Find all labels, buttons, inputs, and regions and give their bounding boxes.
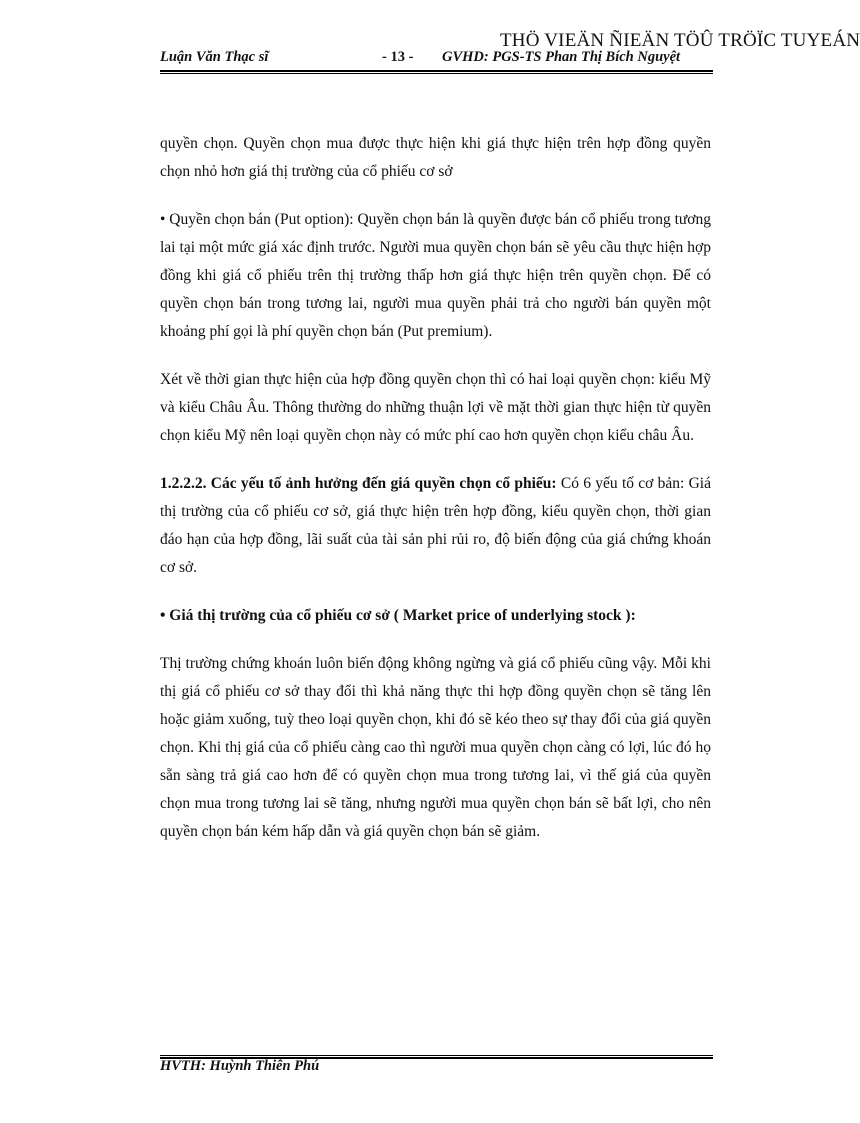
thesis-label: Luận Văn Thạc sĩ: [160, 49, 269, 65]
bullet-heading: • Giá thị trường của cổ phiếu cơ sở ( Market price of underlying stock ):: [160, 607, 636, 624]
section-text: Có 6 yếu tố cơ bản: Giá thị trường của cổ phiếu cơ sở, giá thực hiện trên hợp đồng, kiểu quyền chọn, thời gian đáo hạn của hợp đồng, lãi suất của tài sản phi rủi ro, độ biến động của giá chứng khoán cơ sở.: [160, 475, 711, 576]
header-rule: [160, 70, 713, 74]
page-footer: HVTH: Huỳnh Thiên Phú: [160, 1058, 320, 1074]
section-paragraph: [160, 470, 711, 582]
library-watermark: THÖ VIEÄN ÑIEÄN TÖÛ TRÖÏC TUYEÁN: [500, 30, 860, 51]
page-header: [160, 49, 713, 71]
section-heading: 1.2.2.2. Các yếu tố ảnh hưởng đến giá quyền chọn cổ phiếu:: [160, 475, 557, 492]
paragraph: Xét về thời gian thực hiện của hợp đồng quyền chọn thì có hai loại quyền chọn: kiểu Mỹ và kiểu Châu Âu. Thông thường do những thuận lợi về mặt thời gian thực hiện từ quyền chọn kiểu Mỹ nên loại quyền chọn này có mức phí cao hơn quyền chọn kiểu châu Âu.: [160, 371, 711, 444]
paragraph: Thị trường chứng khoán luôn biến động không ngừng và giá cổ phiếu cũng vậy. Mỗi khi thị giá cổ phiếu cơ sở thay đổi thì khả năng thực thi hợp đồng quyền chọn sẽ tăng lên hoặc giảm xuống, tuỳ theo loại quyền chọn, khi đó sẽ kéo theo sự thay đổi của giá quyền chọn. Khi thị giá của cổ phiếu càng cao thì người mua quyền chọn càng có lợi, lúc đó họ sẵn sàng trả giá cao hơn để có quyền chọn mua trong tương lai, vì thế giá của quyền chọn mua trong tương lai sẽ tăng, nhưng người mua quyền chọn bán sẽ bất lợi, cho nên quyền chọn bán kém hấp dẫn và giá quyền chọn bán sẽ giảm.: [160, 655, 711, 840]
page-content: [160, 130, 711, 866]
page-number: - 13 -: [382, 49, 414, 65]
paragraph: quyền chọn. Quyền chọn mua được thực hiện khi giá thực hiện trên hợp đồng quyền chọn nhỏ hơn giá thị trường của cổ phiếu cơ sở: [160, 135, 711, 180]
advisor-label: GVHD: PGS-TS Phan Thị Bích Nguyệt: [442, 49, 681, 65]
paragraph-put-option: • Quyền chọn bán (Put option): Quyền chọn bán là quyền được bán cổ phiếu trong tương lai tại một mức giá xác định trước. Người mua quyền chọn bán sẽ yêu cầu thực hiện hợp đồng khi giá cổ phiếu trên thị trường thấp hơn giá thực hiện trên quyền chọn. Để có quyền chọn bán trong tương lai, người mua quyền phải trả cho người bán quyền một khoảng phí gọi là phí quyền chọn bán (Put premium).: [160, 211, 711, 340]
